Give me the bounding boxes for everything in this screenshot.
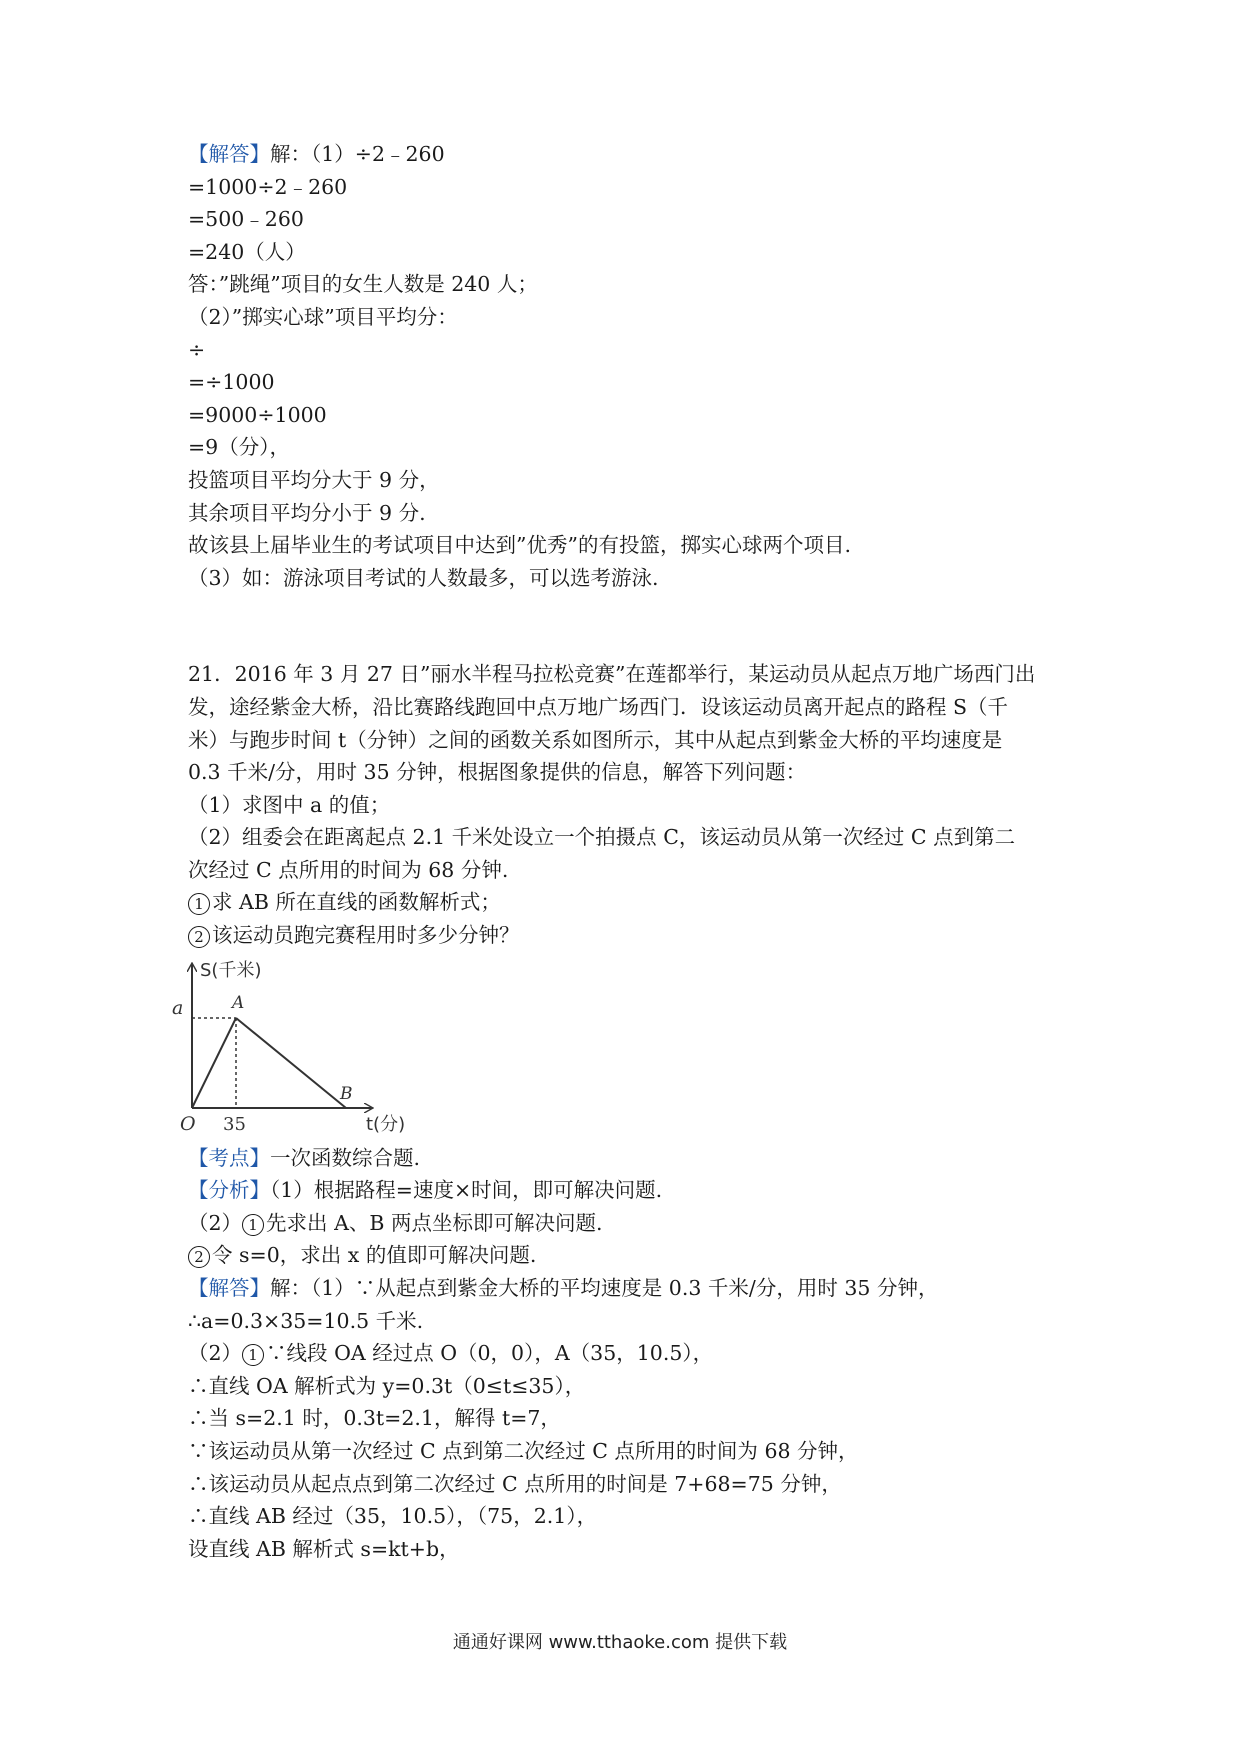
text-line <box>188 334 1068 367</box>
line-text: =500﹣260 <box>188 207 304 232</box>
line-text: 米）与跑步时间 t（分钟）之间的函数关系如图所示，其中从起点到紫金大桥的平均速度是 <box>188 727 1003 752</box>
text-line <box>188 138 1068 171</box>
line-text: 投篮项目平均分大于 9 分， <box>188 467 440 492</box>
line-text: =÷1000 <box>188 370 275 395</box>
line-text: （1）求图中 a 的值； <box>188 792 391 817</box>
line-text: ∴直线 AB 经过（35，10.5），（75，2.1）， <box>188 1504 598 1529</box>
text-line <box>188 171 1068 204</box>
text-line <box>188 1305 1068 1338</box>
segment-ab <box>236 1018 346 1108</box>
text-line <box>188 497 1068 530</box>
line-text: 解：（1）∵从起点到紫金大桥的平均速度是 0.3 千米/分，用时 35 分钟， <box>270 1276 939 1301</box>
text-line <box>188 529 1068 562</box>
text-line <box>188 1533 1068 1566</box>
text-line <box>188 236 1068 269</box>
line-text: 先求出 A、B 两点坐标即可解决问题. <box>266 1210 603 1235</box>
circled-number: 2 <box>188 926 210 948</box>
section-gap <box>188 594 1068 658</box>
circled-number: 1 <box>242 1214 264 1236</box>
previous-answer-block <box>188 138 1068 594</box>
document-body <box>172 138 1068 1565</box>
line-text: （1）根据路程=速度×时间，即可解决问题. <box>270 1178 663 1203</box>
segment-oa <box>192 1018 236 1108</box>
line-text: ÷ <box>188 337 206 362</box>
line-text: 次经过 C 点所用的时间为 68 分钟. <box>188 857 509 882</box>
line-text: =240（人） <box>188 239 306 264</box>
point-a-label: A <box>232 992 245 1013</box>
line-text: =1000÷2﹣260 <box>188 174 348 199</box>
circled-number: 1 <box>242 1344 264 1366</box>
footer-watermark: 通通好课网 www.tthaoke.com 提供下载 <box>452 1632 788 1653</box>
text-line <box>188 691 1068 724</box>
line-text: 21．2016 年 3 月 27 日”丽水半程马拉松竞赛”在莲都举行，某运动员从起点万地广场西门出 <box>188 662 1036 687</box>
text-line <box>188 1402 1068 1435</box>
text-line <box>188 1207 1068 1240</box>
text-line <box>188 1239 1068 1272</box>
text-line <box>188 724 1068 757</box>
line-text: （2）组委会在距离起点 2.1 千米处设立一个拍摄点 C，该运动员从第一次经过 C 点到第二 <box>188 825 1016 850</box>
line-text: ∴该运动员从起点点到第二次经过 C 点所用的时间是 7+68=75 分钟， <box>188 1471 842 1496</box>
text-line <box>188 886 1068 919</box>
tick-35: 35 <box>223 1113 246 1135</box>
line-text: ∵线段 OA 经过点 O（0，0），A（35，10.5）， <box>266 1341 714 1366</box>
label-a: a <box>172 996 184 1019</box>
text-line <box>188 789 1068 822</box>
line-text: （2）”掷实心球”项目平均分： <box>188 304 458 329</box>
line-text: ∴直线 OA 解析式为 y=0.3t（0≤t≤35）， <box>188 1373 586 1398</box>
text-line <box>188 821 1068 854</box>
line-text: （3）如：游泳项目考试的人数最多，可以选考游泳. <box>188 565 659 590</box>
line-text: =9（分）， <box>188 435 290 460</box>
line-text: 故该县上届毕业生的考试项目中达到”优秀”的有投篮，掷实心球两个项目. <box>188 533 851 558</box>
text-line <box>188 1468 1068 1501</box>
text-line <box>188 562 1068 595</box>
section-tag: 【分析】 <box>188 1178 270 1203</box>
text-line <box>188 366 1068 399</box>
section-tag: 【考点】 <box>188 1145 270 1170</box>
text-line <box>188 1337 1068 1370</box>
text-line <box>188 658 1068 691</box>
line-text: 该运动员跑完赛程用时多少分钟？ <box>212 923 520 948</box>
line-text: ∴当 s=2.1 时，0.3t=2.1，解得 t=7， <box>188 1406 561 1431</box>
text-line <box>188 854 1068 887</box>
line-text: 答：”跳绳”项目的女生人数是 240 人； <box>188 272 538 297</box>
y-axis-label: S(千米) <box>200 959 262 981</box>
line-text: 其余项目平均分小于 9 分. <box>188 500 426 525</box>
text-line <box>188 756 1068 789</box>
solution-block <box>188 1142 1068 1566</box>
text-line <box>188 464 1068 497</box>
text-line <box>188 203 1068 236</box>
line-prefix: （2） <box>188 1210 243 1235</box>
text-line <box>188 301 1068 334</box>
section-tag: 【解答】 <box>188 1276 270 1301</box>
text-line <box>188 1272 1068 1305</box>
line-text: 发，途经紫金大桥，沿比赛路线跑回中点万地广场西门．设该运动员离开起点的路程 S（千 <box>188 694 1009 719</box>
point-b-label: B <box>340 1083 353 1104</box>
line-text: 解：（1）÷2﹣260 <box>270 142 445 166</box>
text-line <box>188 399 1068 432</box>
circled-number: 1 <box>188 893 210 915</box>
text-line <box>188 1500 1068 1533</box>
line-text: 求 AB 所在直线的函数解析式； <box>212 890 501 915</box>
text-line <box>188 1142 1068 1175</box>
x-axis-label: t(分) <box>366 1113 406 1135</box>
text-line <box>188 1370 1068 1403</box>
line-text: 0.3 千米/分，用时 35 分钟，根据图象提供的信息，解答下列问题： <box>188 760 807 785</box>
circled-number: 2 <box>188 1246 210 1268</box>
text-line <box>188 431 1068 464</box>
text-line <box>188 1435 1068 1468</box>
distance-time-graph <box>172 958 1068 1140</box>
graph-svg <box>172 958 428 1140</box>
text-line <box>188 1174 1068 1207</box>
line-text: 设直线 AB 解析式 s=kt+b， <box>188 1536 460 1561</box>
text-line <box>188 919 1068 952</box>
text-line <box>188 268 1068 301</box>
line-text: ∴a=0.3×35=10.5 千米. <box>188 1308 424 1333</box>
origin-label: O <box>180 1112 196 1135</box>
section-tag: 【解答】 <box>188 142 270 166</box>
problem-21-block <box>188 658 1068 951</box>
line-text: =9000÷1000 <box>188 402 327 427</box>
line-text: 令 s=0，求出 x 的值即可解决问题. <box>212 1243 537 1268</box>
line-text: 一次函数综合题. <box>270 1145 421 1170</box>
line-text: ∵该运动员从第一次经过 C 点到第二次经过 C 点所用的时间为 68 分钟， <box>188 1439 859 1463</box>
line-prefix: （2） <box>188 1341 243 1366</box>
